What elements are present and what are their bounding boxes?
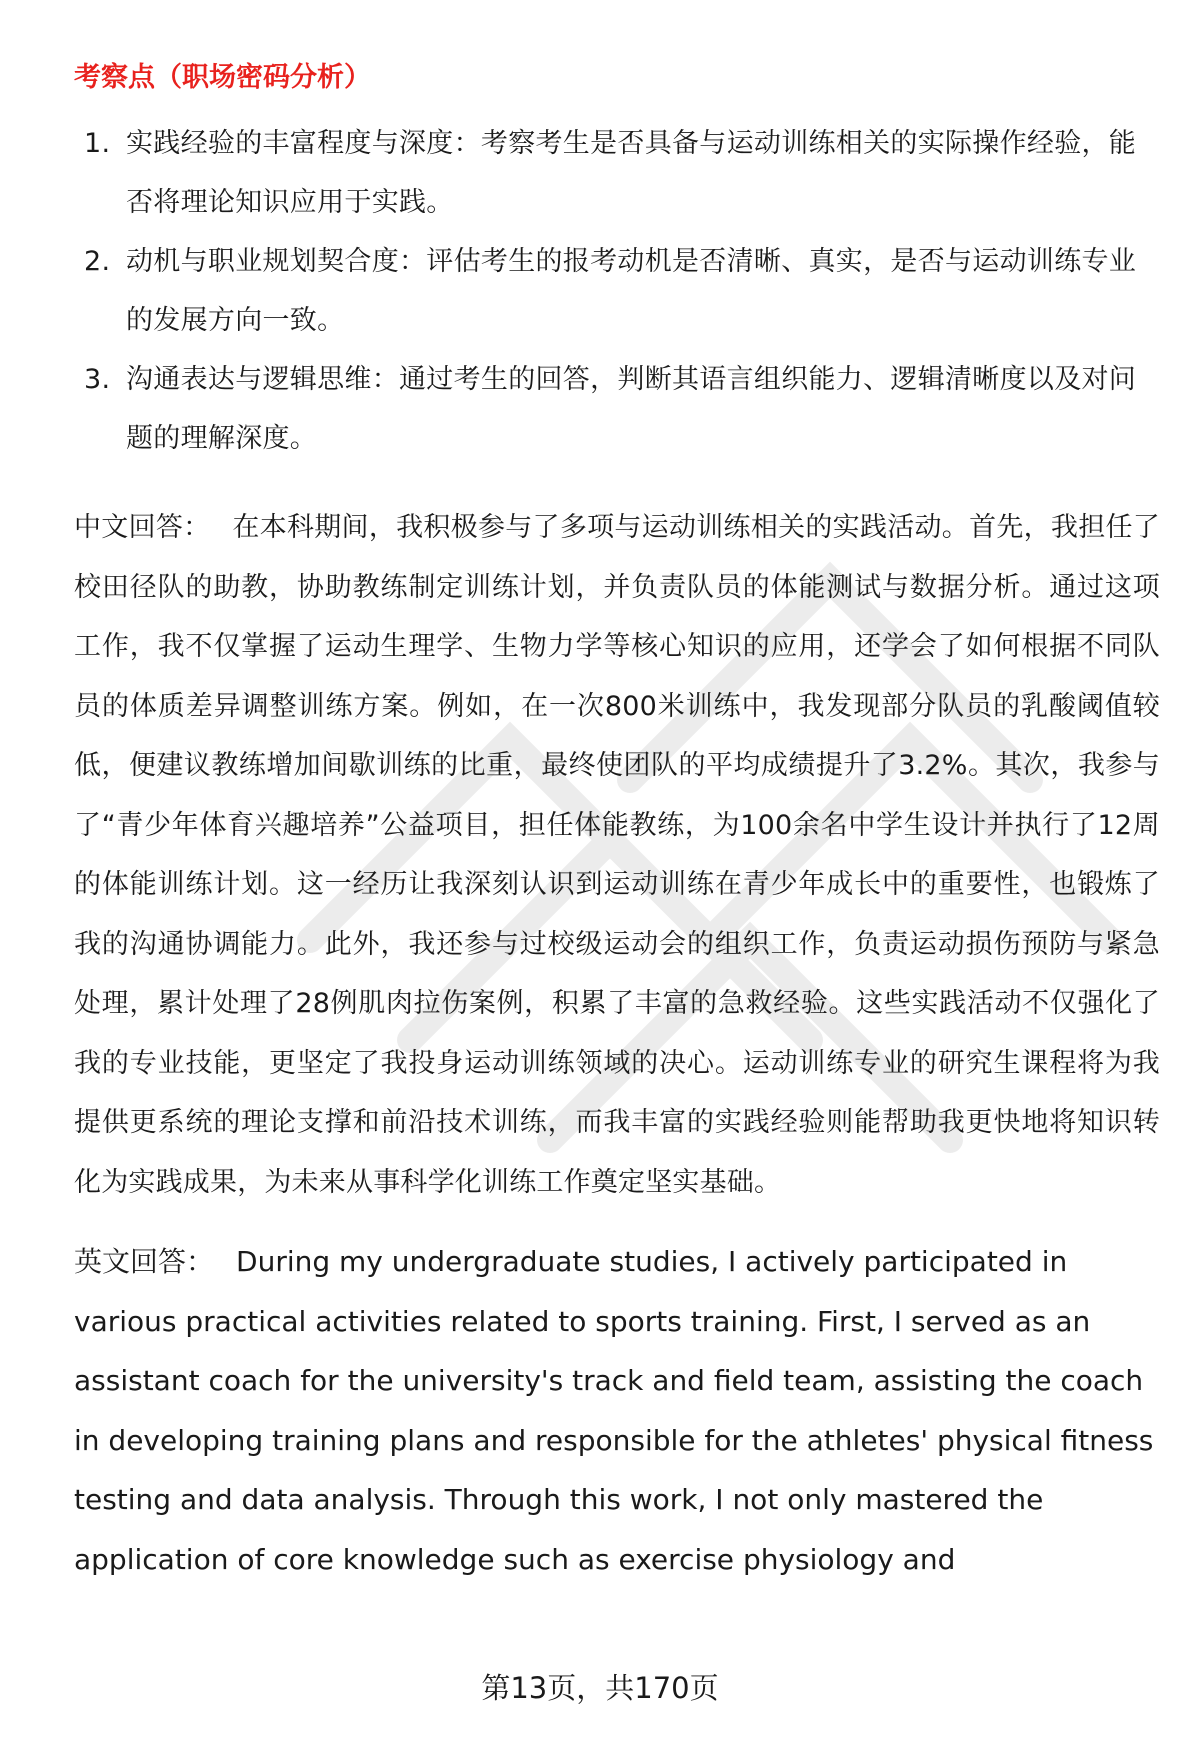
list-item-text: 动机与职业规划契合度：评估考生的报考动机是否清晰、真实，是否与运动训练专业的发展方向一致。 [126, 246, 1137, 336]
english-answer-text: During my undergraduate studies, I actively participated in various practical activities related to sports training. First, I served as an assistant coach for the university's track and field team, assisting the coach in developing training plans and responsible for the athletes' physical fitness testing and data analysis. Through this work, I not only mastered the application of core knowledge such as exercise physiology and [74, 1245, 1154, 1576]
english-answer-label: 英文回答： [74, 1245, 215, 1278]
list-item-text: 沟通表达与逻辑思维：通过考生的回答，判断其语言组织能力、逻辑清晰度以及对问题的理解深度。 [126, 364, 1137, 454]
section-heading: 考察点（职场密码分析） [74, 62, 371, 93]
list-item-number: 2. [84, 246, 111, 277]
list-item-number: 1. [84, 128, 111, 159]
assessment-points-list [74, 114, 1160, 468]
chinese-answer-label: 中文回答： [74, 512, 211, 543]
chinese-answer-text: 在本科期间，我积极参与了多项与运动训练相关的实践活动。首先，我担任了校田径队的助教，协助教练制定训练计划，并负责队员的体能测试与数据分析。通过这项工作，我不仅掌握了运动生理学、生物力学等核心知识的应用，还学会了如何根据不同队员的体质差异调整训练方案。例如，在一次800米训练中，我发现部分队员的乳酸阈值较低，便建议教练增加间歇训练的比重，最终使团队的平均成绩提升了3.2%。其次，我参与了“青少年体育兴趣培养”公益项目，担任体能教练，为100余名中学生设计并执行了12周的体能训练计划。这一经历让我深刻认识到运动训练在青少年成长中的重要性，也锻炼了我的沟通协调能力。此外，我还参与过校级运动会的组织工作，负责运动损伤预防与紧急处理，累计处理了28例肌肉拉伤案例，积累了丰富的急救经验。这些实践活动不仅强化了我的专业技能，更坚定了我投身运动训练领域的决心。运动训练专业的研究生课程将为我提供更系统的理论支撑和前沿技术训练，而我丰富的实践经验则能帮助我更快地将知识转化为实践成果，为未来从事科学化训练工作奠定坚实基础。 [74, 512, 1160, 1198]
list-item [74, 114, 1160, 232]
chinese-answer-paragraph [74, 498, 1160, 1212]
list-item-number: 3. [84, 364, 111, 395]
list-item [74, 232, 1160, 350]
page-content [74, 58, 1160, 1609]
english-answer-paragraph [74, 1232, 1160, 1589]
list-item [74, 350, 1160, 468]
list-item-text: 实践经验的丰富程度与深度：考察考生是否具备与运动训练相关的实际操作经验，能否将理论知识应用于实践。 [126, 128, 1137, 218]
page-indicator: 第13页，共170页 [481, 1671, 719, 1705]
